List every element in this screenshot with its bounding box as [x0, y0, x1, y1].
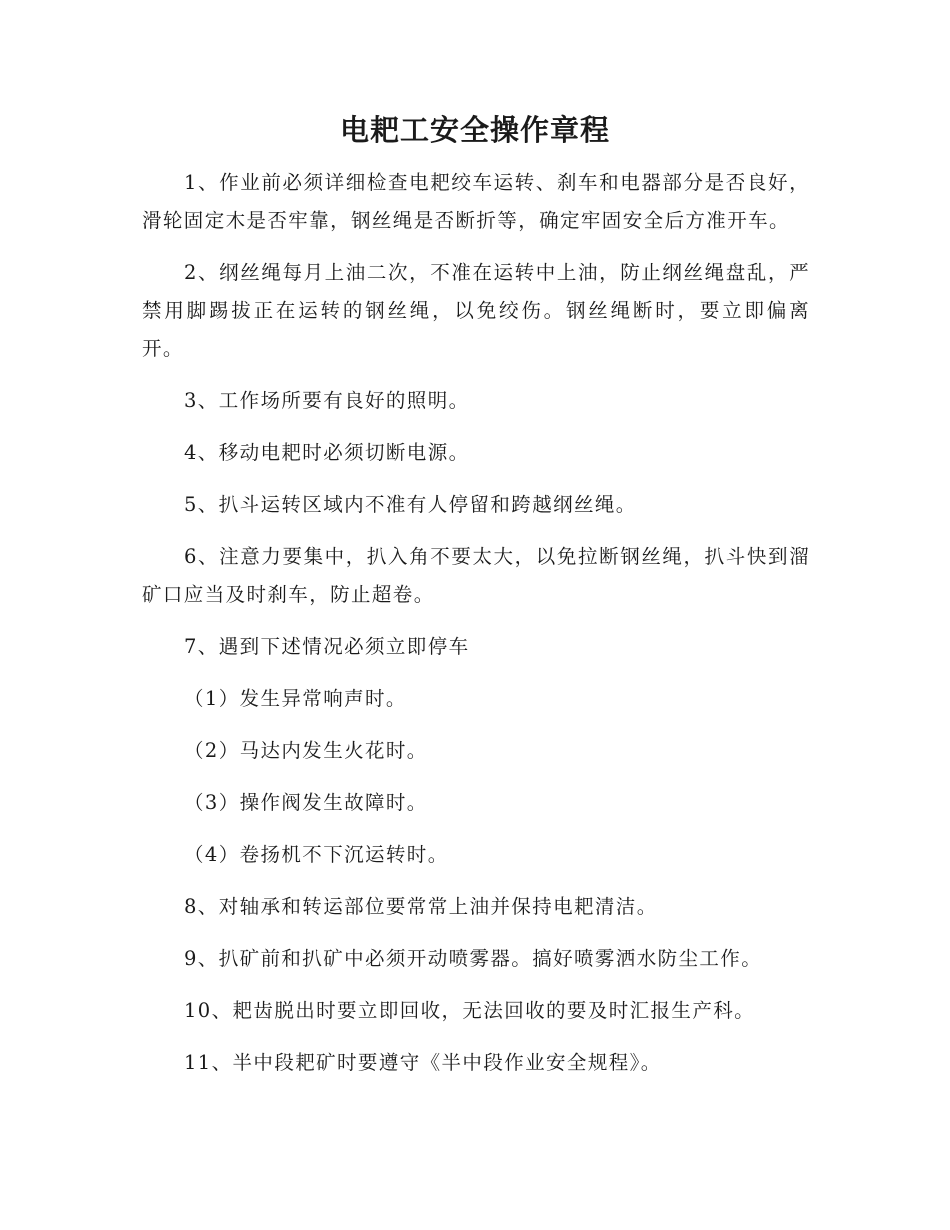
paragraph-1: 1、作业前必须详细检查电耙绞车运转、刹车和电器部分是否良好，滑轮固定木是否牢靠，钢丝绳是否断折等，确定牢固安全后方准开车。 — [142, 171, 810, 232]
paragraph-4: 4、移动电耙时必须切断电源。 — [184, 441, 470, 464]
paragraph-8: 8、对轴承和转运部位要常常上油并保持电耙清洁。 — [184, 895, 658, 918]
sub-item-3: （3）操作阀发生故障时。 — [184, 791, 428, 814]
sub-item-2: （2）马达内发生火花时。 — [184, 739, 428, 762]
paragraph-2: 2、纲丝绳每月上油二次，不准在运转中上油，防止纲丝绳盘乱，严禁用脚踢拔正在运转的钢丝绳，以免绞伤。钢丝绳断时，要立即偏离开。 — [142, 261, 810, 360]
document-body — [142, 164, 810, 1096]
paragraph-5: 5、扒斗运转区域内不准有人停留和跨越纲丝绳。 — [184, 493, 637, 516]
paragraph-10: 10、耙齿脱出时要立即回收，无法回收的要及时汇报生产科。 — [184, 999, 756, 1022]
sub-item-4: （4）卷扬机不下沉运转时。 — [184, 843, 449, 866]
document-title: 电耙工安全操作章程 — [339, 113, 610, 147]
paragraph-9: 9、扒矿前和扒矿中必须开动喷雾器。搞好喷雾洒水防尘工作。 — [184, 947, 763, 970]
paragraph-7: 7、遇到下述情况必须立即停车 — [184, 635, 470, 658]
paragraph-11: 11、半中段耙矿时要遵守《半中段作业安全规程》。 — [184, 1051, 662, 1074]
paragraph-6: 6、注意力要集中，扒入角不要太大，以免拉断钢丝绳，扒斗快到溜矿口应当及时刹车，防止超卷。 — [142, 545, 810, 606]
paragraph-3: 3、工作场所要有良好的照明。 — [184, 389, 470, 412]
sub-item-1: （1）发生异常响声时。 — [184, 687, 407, 710]
